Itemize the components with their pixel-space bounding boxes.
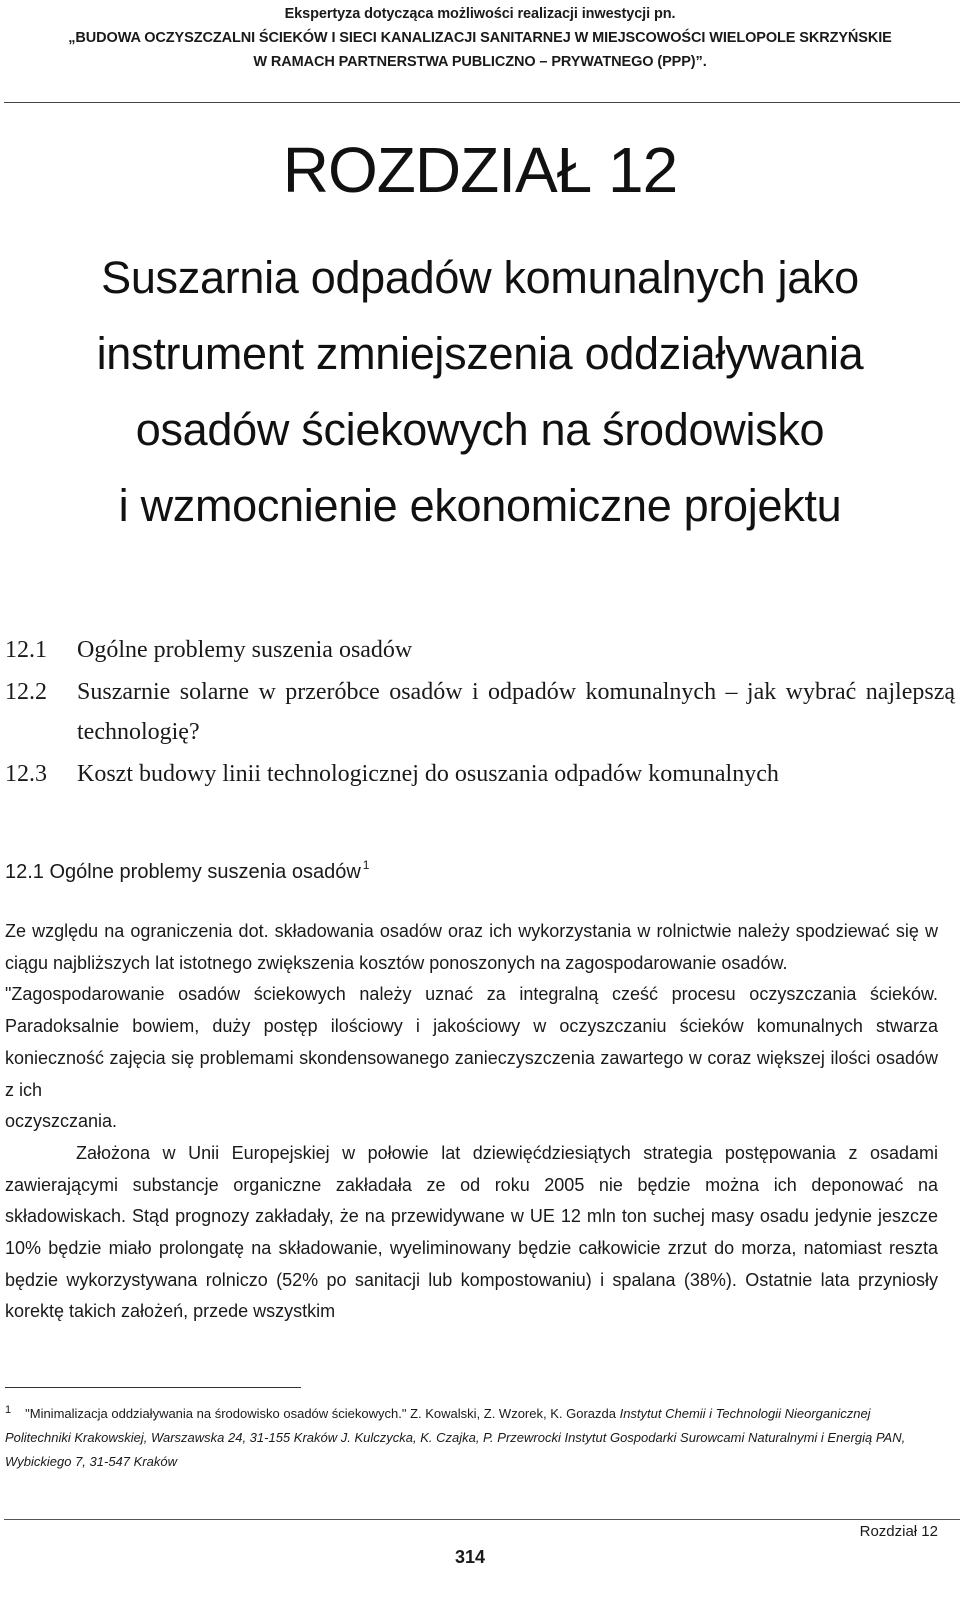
footer-chapter-label: Rozdział 12 (859, 1523, 938, 1540)
chapter-title-line: i wzmocnienie ekonomiczne projektu (118, 480, 842, 531)
section-heading-text: 12.1 Ogólne problemy suszenia osadów (5, 861, 361, 883)
toc-item-number: 12.3 (5, 761, 47, 787)
toc-item-title: Suszarnie solarne w przeróbce osadów i odpadów komunalnych – jak wybrać najlepszą technologię? (77, 679, 955, 745)
chapter-title-line: osadów ściekowych na środowisko (135, 404, 825, 455)
body-paragraph: oczyszczania. (5, 1111, 118, 1132)
toc-item-number: 12.2 (5, 679, 47, 705)
chapter-title-line: instrument zmniejszenia oddziaływania (96, 328, 864, 379)
document-header (0, 2, 960, 74)
toc-item-title: Ogólne problemy suszenia osadów (77, 637, 413, 663)
toc-item-title: Koszt budowy linii technologicznej do osuszania odpadów komunalnych (77, 761, 779, 787)
footnote-divider (5, 1387, 301, 1388)
page-number: 314 (454, 1547, 486, 1567)
footnote-reference: 1 (362, 858, 370, 872)
toc-item-number: 12.1 (5, 637, 47, 663)
header-line-3: W RAMACH PARTNERSTWA PUBLICZNO – PRYWATNEGO (PPP)”. (253, 54, 707, 70)
section-heading (5, 850, 369, 887)
header-line-1: Ekspertyza dotycząca możliwości realizacji inwestycji pn. (284, 6, 676, 22)
toc-item (5, 754, 955, 794)
footnote-citation: "Minimalizacja oddziaływania na środowisko osadów ściekowych." Z. Kowalski, Z. Wzorek, K. Gorazda (25, 1406, 616, 1421)
chapter-title-line: Suszarnia odpadów komunalnych jako (101, 252, 859, 303)
header-divider (4, 102, 960, 103)
body-paragraph: Założona w Unii Europejskiej w połowie lat dziewięćdziesiątych strategia postępowania z osadami zawierającymi substancje organiczne zakładała ze od roku 2005 nie będzie można ich deponować na składowiskach. Stąd prognozy zakładały, że na przewidywane w UE 12 mln ton suchej masy osadu jedynie jeszcze 10% będzie miało prolongatę na składowanie, wyeliminowany będzie całkowicie zrzut do morza, natomiast reszta będzie wykorzystywana rolniczo (52% po sanitacji lub kompostowaniu) i spalana (38%). Ostatnie lata przyniosły korektę takich założeń, przede wszystkim (5, 1142, 938, 1322)
footnote-marker: 1 (5, 1404, 12, 1416)
footnote-affiliations: Instytut Chemii i Technologii Nieorganicznej Politechniki Krakowskiej, Warszawska 24, 31-155 Kraków J. Kulczycka, K. Czajka, P. Przewrocki Instytut Gospodarki Surowcami Naturalnymi i Energią PAN, Wybickiego 7, 31-547 Kraków (5, 1406, 906, 1469)
body-paragraph: "Zagospodarowanie osadów ściekowych należy uznać za integralną cześć procesu oczyszczania ścieków. Paradoksalnie bowiem, duży postęp ilościowy i jakościowy w oczyszczaniu ścieków komunalnych stwarza konieczność zajęcia się problemami skondensowanego zanieczyszczenia zawartego w coraz większej ilości osadów z ich (5, 984, 938, 1100)
table-of-contents (5, 630, 955, 796)
footer-divider (4, 1519, 960, 1520)
body-paragraph: Ze względu na ograniczenia dot. składowania osadów oraz ich wykorzystania w rolnictwie należy spodziewać się w ciągu najbliższych lat istotnego zwiększenia kosztów ponoszonych na zagospodarowanie osadów. (5, 921, 938, 973)
section-body (5, 916, 938, 1328)
footnote (5, 1398, 935, 1474)
toc-item (5, 630, 955, 670)
chapter-label: ROZDZIAŁ 12 (282, 134, 678, 206)
toc-item (5, 672, 955, 752)
chapter-title (0, 240, 960, 544)
header-line-2: „BUDOWA OCZYSZCZALNI ŚCIEKÓW I SIECI KANALIZACJI SANITARNEJ W MIEJSCOWOŚCI WIELOPOLE SKRZYŃSKIE (68, 30, 892, 46)
